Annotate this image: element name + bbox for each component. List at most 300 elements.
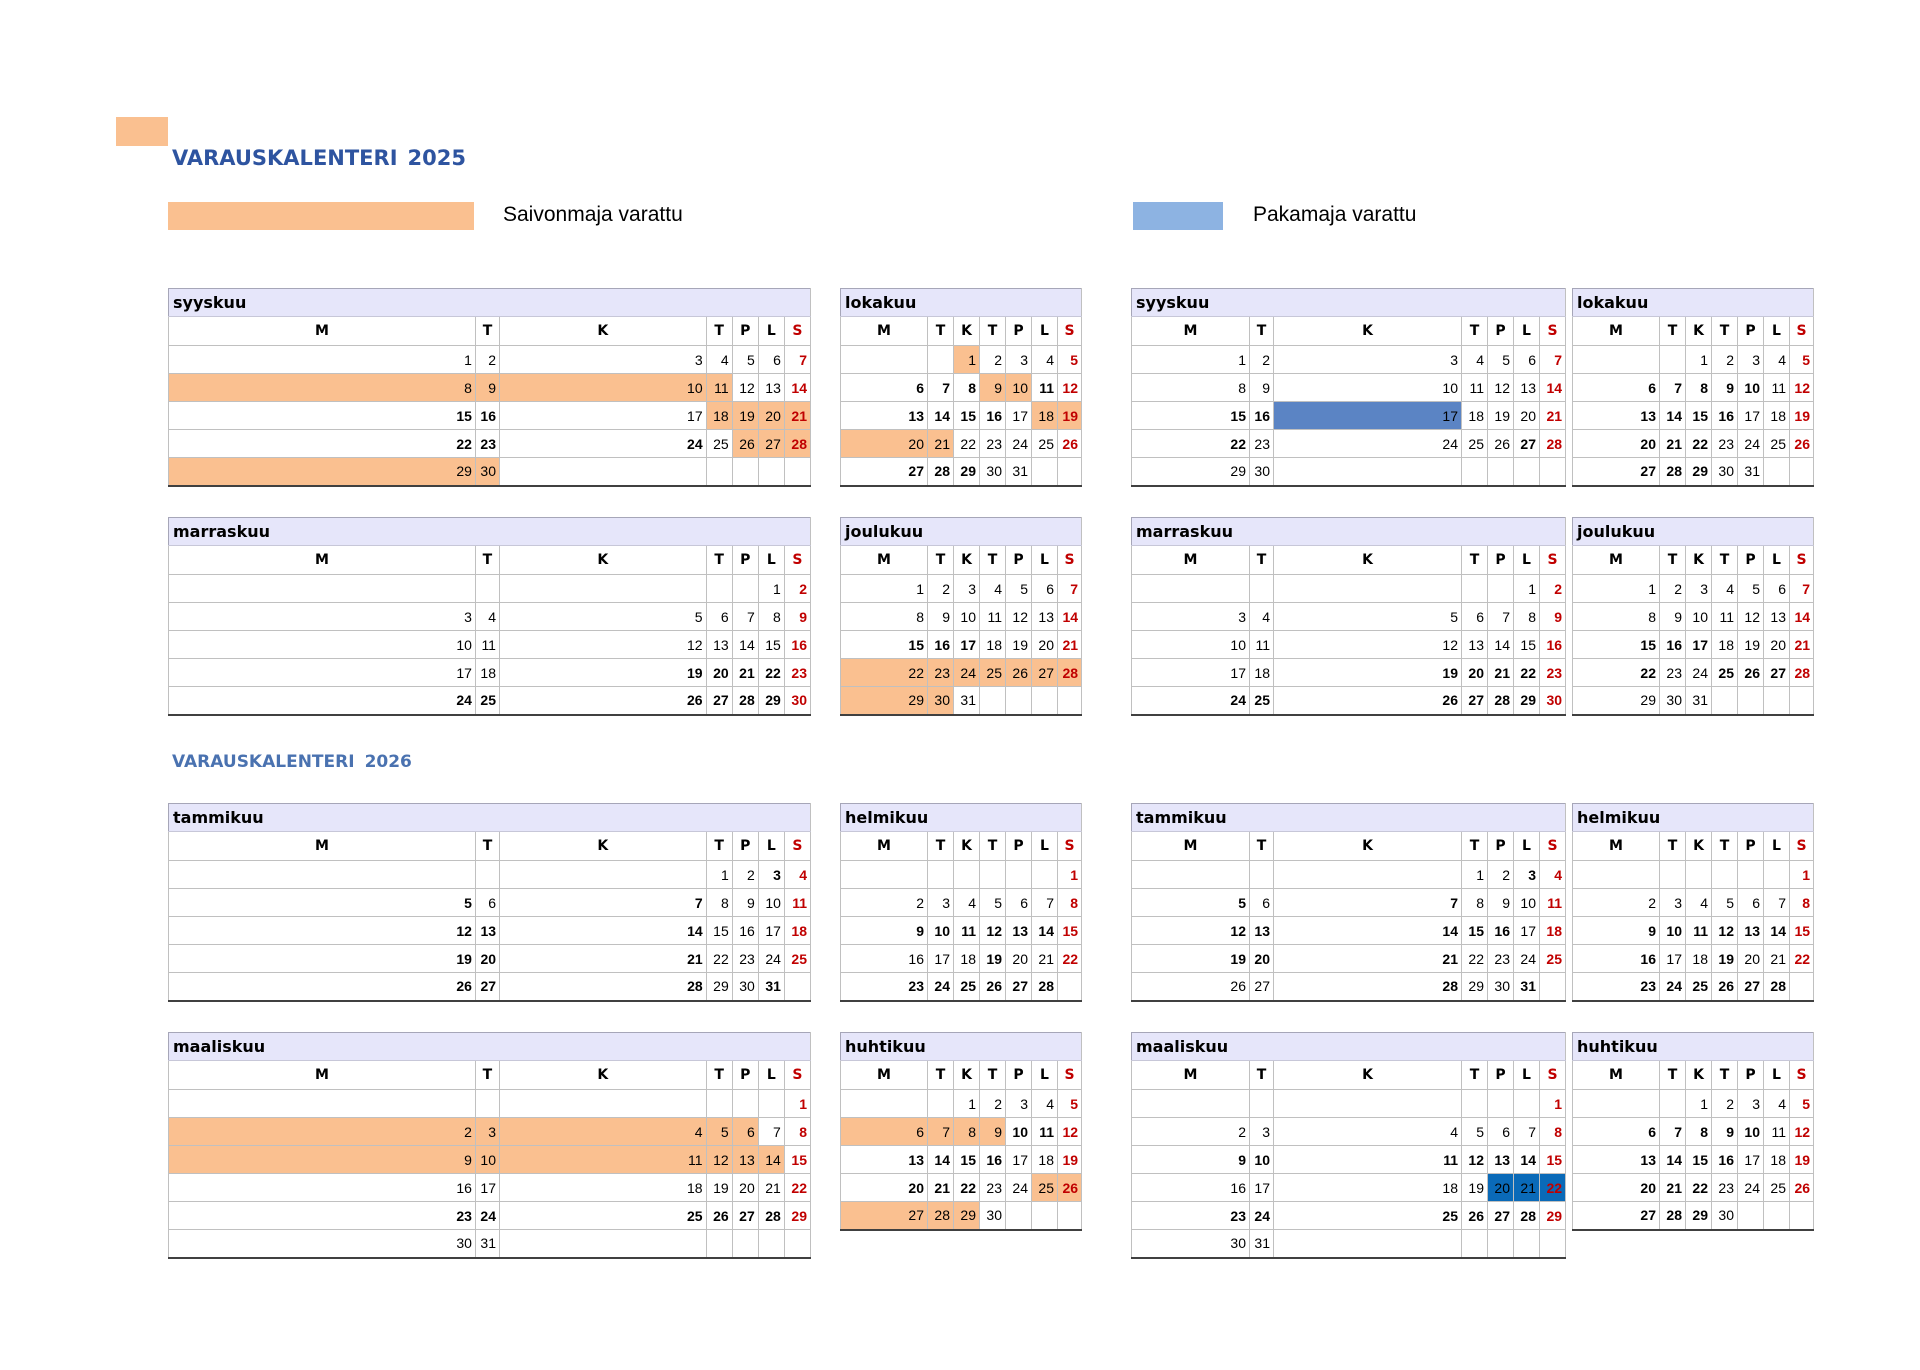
day-cell: 15 xyxy=(706,917,732,945)
day-cell: 17 xyxy=(1686,631,1712,659)
empty-cell xyxy=(758,458,784,486)
day-cell: 7 xyxy=(732,603,758,631)
day-cell: 12 xyxy=(499,631,706,659)
day-cell: 22 xyxy=(169,430,476,458)
day-cell: 14 xyxy=(1540,374,1566,402)
month-name: lokakuu xyxy=(841,289,1082,317)
weekday-header: P xyxy=(1006,546,1032,575)
day-cell: 13 xyxy=(706,631,732,659)
day-cell: 20 xyxy=(1764,631,1790,659)
weekday-header: P xyxy=(1738,1061,1764,1090)
day-cell: 12 xyxy=(169,917,476,945)
empty-cell xyxy=(1488,575,1514,603)
day-cell: 22 xyxy=(954,430,980,458)
weekday-header: T xyxy=(1250,317,1274,346)
day-cell: 19 xyxy=(1006,631,1032,659)
day-cell: 1 xyxy=(169,346,476,374)
empty-cell xyxy=(1738,1202,1764,1230)
day-cell: 4 xyxy=(1032,346,1058,374)
day-cell: 25 xyxy=(499,1202,706,1230)
day-cell: 5 xyxy=(1790,346,1814,374)
day-cell: 14 xyxy=(1790,603,1814,631)
day-cell: 14 xyxy=(1274,917,1462,945)
weekday-header: T xyxy=(475,546,499,575)
day-cell: 3 xyxy=(500,346,707,374)
day-cell: 26 xyxy=(169,973,476,1001)
day-cell: 17 xyxy=(1006,1146,1032,1174)
month-calendar xyxy=(1572,288,1812,487)
day-cell: 25 xyxy=(1274,1202,1462,1230)
day-cell: 6 xyxy=(1006,889,1032,917)
day-cell: 5 xyxy=(1462,1118,1488,1146)
day-cell: 18 xyxy=(706,402,732,430)
empty-cell xyxy=(1250,575,1274,603)
weekday-header: S xyxy=(1790,1061,1814,1090)
day-cell: 12 xyxy=(1738,603,1764,631)
day-cell: 23 xyxy=(928,659,954,687)
weekday-header: M xyxy=(169,317,476,346)
day-cell: 15 xyxy=(1790,917,1814,945)
legend-label-pakamaja: Pakamaja varattu xyxy=(1253,203,1417,226)
day-cell: 2 xyxy=(928,575,954,603)
day-cell: 25 xyxy=(1250,687,1274,715)
day-cell: 10 xyxy=(1006,374,1032,402)
day-cell: 11 xyxy=(1462,374,1488,402)
empty-cell xyxy=(1274,861,1462,889)
day-cell: 3 xyxy=(169,603,476,631)
weekday-header: M xyxy=(841,546,928,575)
day-cell: 7 xyxy=(928,374,954,402)
day-cell: 13 xyxy=(1738,917,1764,945)
day-cell: 3 xyxy=(1660,889,1686,917)
weekday-header: L xyxy=(1764,1061,1790,1090)
weekday-header: P xyxy=(1006,1061,1032,1090)
day-cell: 26 xyxy=(1738,659,1764,687)
day-cell: 4 xyxy=(784,861,810,889)
day-cell: 28 xyxy=(1274,973,1462,1001)
day-cell: 30 xyxy=(1540,687,1566,715)
empty-cell xyxy=(706,458,732,486)
day-cell: 13 xyxy=(1573,1146,1660,1174)
day-cell: 1 xyxy=(784,1090,810,1118)
day-cell: 15 xyxy=(954,402,980,430)
day-cell: 28 xyxy=(1058,659,1082,687)
day-cell: 18 xyxy=(980,631,1006,659)
day-cell: 3 xyxy=(1686,575,1712,603)
day-cell: 19 xyxy=(706,1174,732,1202)
day-cell: 10 xyxy=(1686,603,1712,631)
day-cell: 4 xyxy=(1764,346,1790,374)
weekday-header: P xyxy=(732,546,758,575)
day-cell: 18 xyxy=(1032,402,1058,430)
empty-cell xyxy=(1712,861,1738,889)
day-cell: 20 xyxy=(1032,631,1058,659)
weekday-header: T xyxy=(706,832,732,861)
day-cell: 7 xyxy=(1274,889,1462,917)
empty-cell xyxy=(169,861,476,889)
empty-cell xyxy=(841,346,928,374)
empty-cell xyxy=(758,1230,784,1258)
weekday-header: T xyxy=(1660,317,1686,346)
day-cell: 27 xyxy=(706,687,732,715)
day-cell: 30 xyxy=(1660,687,1686,715)
day-cell: 21 xyxy=(732,659,758,687)
day-cell: 17 xyxy=(928,945,954,973)
day-cell: 4 xyxy=(954,889,980,917)
day-cell: 25 xyxy=(1686,973,1712,1001)
day-cell: 11 xyxy=(1764,374,1790,402)
weekday-header: M xyxy=(1132,832,1250,861)
weekday-header: S xyxy=(1790,832,1814,861)
day-cell: 11 xyxy=(1250,631,1274,659)
day-cell: 23 xyxy=(732,945,758,973)
day-cell: 16 xyxy=(784,631,810,659)
empty-cell xyxy=(1462,1230,1488,1258)
month-name: helmikuu xyxy=(1573,804,1814,832)
day-cell: 23 xyxy=(980,430,1006,458)
day-cell: 19 xyxy=(1058,1146,1082,1174)
day-cell: 19 xyxy=(1274,659,1462,687)
day-cell: 11 xyxy=(1686,917,1712,945)
legend-swatch-pakamaja xyxy=(1133,202,1223,230)
day-cell: 18 xyxy=(784,917,810,945)
day-cell: 15 xyxy=(1686,402,1712,430)
weekday-header: K xyxy=(1274,317,1462,346)
day-cell: 11 xyxy=(980,603,1006,631)
day-cell: 31 xyxy=(1250,1230,1274,1258)
day-cell: 26 xyxy=(1006,659,1032,687)
corner-color-swatch xyxy=(116,117,168,146)
month-calendar xyxy=(1131,517,1563,716)
day-cell: 10 xyxy=(758,889,784,917)
day-cell: 31 xyxy=(1738,458,1764,486)
day-cell: 16 xyxy=(980,402,1006,430)
day-cell: 19 xyxy=(1790,1146,1814,1174)
day-cell: 3 xyxy=(1006,1090,1032,1118)
weekday-header: M xyxy=(1132,1061,1250,1090)
day-cell: 16 xyxy=(928,631,954,659)
day-cell: 11 xyxy=(784,889,810,917)
day-cell: 9 xyxy=(169,1146,476,1174)
day-cell: 23 xyxy=(169,1202,476,1230)
day-cell: 16 xyxy=(1540,631,1566,659)
day-cell: 21 xyxy=(1058,631,1082,659)
empty-cell xyxy=(169,1090,476,1118)
weekday-header: S xyxy=(1790,317,1814,346)
day-cell: 24 xyxy=(1738,1174,1764,1202)
weekday-header: K xyxy=(1274,832,1462,861)
day-cell: 17 xyxy=(1274,402,1462,430)
day-cell: 12 xyxy=(1712,917,1738,945)
weekday-header: K xyxy=(500,832,707,861)
weekday-header: K xyxy=(954,1061,980,1090)
day-cell: 24 xyxy=(928,973,954,1001)
day-cell: 3 xyxy=(1738,1090,1764,1118)
day-cell: 21 xyxy=(1790,631,1814,659)
weekday-header: P xyxy=(1006,317,1032,346)
day-cell: 22 xyxy=(1462,945,1488,973)
day-cell: 12 xyxy=(1132,917,1250,945)
day-cell: 20 xyxy=(732,1174,758,1202)
empty-cell xyxy=(500,458,707,486)
day-cell: 21 xyxy=(1660,430,1686,458)
day-cell: 20 xyxy=(1738,945,1764,973)
month-name: marraskuu xyxy=(169,518,811,546)
day-cell: 27 xyxy=(1573,1202,1660,1230)
day-cell: 31 xyxy=(1686,687,1712,715)
day-cell: 11 xyxy=(1274,1146,1462,1174)
day-cell: 18 xyxy=(1764,1146,1790,1174)
day-cell: 9 xyxy=(1540,603,1566,631)
day-cell: 3 xyxy=(928,889,954,917)
day-cell: 25 xyxy=(1764,1174,1790,1202)
day-cell: 12 xyxy=(1488,374,1514,402)
day-cell: 4 xyxy=(1032,1090,1058,1118)
day-cell: 21 xyxy=(1274,945,1462,973)
day-cell: 2 xyxy=(1712,1090,1738,1118)
weekday-header: M xyxy=(1132,317,1250,346)
day-cell: 2 xyxy=(1573,889,1660,917)
page-title-2026: VARAUSKALENTERI 2026 xyxy=(172,752,412,772)
day-cell: 26 xyxy=(732,430,758,458)
weekday-header: T xyxy=(475,317,499,346)
weekday-header: L xyxy=(758,546,784,575)
weekday-header: K xyxy=(1274,1061,1462,1090)
month-calendar xyxy=(1131,288,1563,487)
day-cell: 23 xyxy=(784,659,810,687)
empty-cell xyxy=(706,1230,732,1258)
day-cell: 15 xyxy=(954,1146,980,1174)
day-cell: 13 xyxy=(841,402,928,430)
day-cell: 16 xyxy=(980,1146,1006,1174)
day-cell: 3 xyxy=(1514,861,1540,889)
day-cell: 9 xyxy=(784,603,810,631)
day-cell: 3 xyxy=(1250,1118,1274,1146)
day-cell: 28 xyxy=(928,458,954,486)
day-cell: 4 xyxy=(1462,346,1488,374)
weekday-header: P xyxy=(732,832,758,861)
empty-cell xyxy=(1006,687,1032,715)
empty-cell xyxy=(475,861,499,889)
weekday-header: T xyxy=(1462,832,1488,861)
weekday-header: P xyxy=(1488,1061,1514,1090)
day-cell: 6 xyxy=(1462,603,1488,631)
day-cell: 21 xyxy=(1540,402,1566,430)
empty-cell xyxy=(1573,861,1660,889)
day-cell: 8 xyxy=(169,374,476,402)
day-cell: 29 xyxy=(758,687,784,715)
weekday-header: M xyxy=(841,317,928,346)
day-cell: 23 xyxy=(1573,973,1660,1001)
day-cell: 25 xyxy=(954,973,980,1001)
empty-cell xyxy=(1462,1090,1488,1118)
day-cell: 11 xyxy=(1712,603,1738,631)
day-cell: 15 xyxy=(1462,917,1488,945)
day-cell: 8 xyxy=(1132,374,1250,402)
empty-cell xyxy=(784,458,810,486)
month-name: marraskuu xyxy=(1132,518,1566,546)
day-cell: 19 xyxy=(1790,402,1814,430)
day-cell: 2 xyxy=(1132,1118,1250,1146)
day-cell: 1 xyxy=(841,575,928,603)
day-cell: 28 xyxy=(1660,1202,1686,1230)
weekday-header: M xyxy=(169,832,476,861)
day-cell: 6 xyxy=(841,374,928,402)
day-cell: 5 xyxy=(1712,889,1738,917)
weekday-header: T xyxy=(1660,546,1686,575)
empty-cell xyxy=(1573,346,1660,374)
day-cell: 4 xyxy=(1540,861,1566,889)
day-cell: 29 xyxy=(784,1202,810,1230)
day-cell: 13 xyxy=(1462,631,1488,659)
day-cell: 24 xyxy=(1006,430,1032,458)
day-cell: 4 xyxy=(1712,575,1738,603)
empty-cell xyxy=(841,1090,928,1118)
weekday-header: M xyxy=(1573,832,1660,861)
day-cell: 22 xyxy=(784,1174,810,1202)
day-cell: 18 xyxy=(1274,1174,1462,1202)
day-cell: 23 xyxy=(1660,659,1686,687)
day-cell: 14 xyxy=(1764,917,1790,945)
day-cell: 3 xyxy=(1738,346,1764,374)
day-cell: 22 xyxy=(1058,945,1082,973)
day-cell: 1 xyxy=(758,575,784,603)
weekday-header: P xyxy=(1488,317,1514,346)
weekday-header: M xyxy=(1132,546,1250,575)
day-cell: 26 xyxy=(1274,687,1462,715)
day-cell: 29 xyxy=(954,458,980,486)
day-cell: 8 xyxy=(1058,889,1082,917)
empty-cell xyxy=(928,346,954,374)
weekday-header: T xyxy=(706,317,732,346)
day-cell: 7 xyxy=(1514,1118,1540,1146)
weekday-header: T xyxy=(928,317,954,346)
day-cell: 27 xyxy=(1462,687,1488,715)
day-cell: 19 xyxy=(1132,945,1250,973)
empty-cell xyxy=(1488,458,1514,486)
weekday-header: S xyxy=(784,1061,810,1090)
day-cell: 11 xyxy=(1764,1118,1790,1146)
day-cell: 12 xyxy=(1274,631,1462,659)
weekday-header: S xyxy=(784,546,810,575)
day-cell: 22 xyxy=(1686,1174,1712,1202)
day-cell: 14 xyxy=(784,374,810,402)
weekday-header: M xyxy=(1573,546,1660,575)
day-cell: 18 xyxy=(1032,1146,1058,1174)
empty-cell xyxy=(1032,687,1058,715)
day-cell: 25 xyxy=(980,659,1006,687)
day-cell: 11 xyxy=(954,917,980,945)
empty-cell xyxy=(1132,575,1250,603)
day-cell: 29 xyxy=(169,458,476,486)
empty-cell xyxy=(1058,973,1082,1001)
day-cell: 27 xyxy=(1764,659,1790,687)
day-cell: 26 xyxy=(1058,1174,1082,1202)
day-cell: 16 xyxy=(1573,945,1660,973)
day-cell: 2 xyxy=(732,861,758,889)
weekday-header: T xyxy=(475,1061,499,1090)
day-cell: 26 xyxy=(1462,1202,1488,1230)
empty-cell xyxy=(1660,1090,1686,1118)
weekday-header: T xyxy=(980,832,1006,861)
empty-cell xyxy=(1462,575,1488,603)
month-calendar xyxy=(168,288,811,487)
weekday-header: L xyxy=(1514,546,1540,575)
day-cell: 6 xyxy=(706,603,732,631)
day-cell: 20 xyxy=(475,945,499,973)
weekday-header: P xyxy=(1738,832,1764,861)
legend-swatch-saivonmaja xyxy=(168,202,474,230)
day-cell: 2 xyxy=(980,1090,1006,1118)
day-cell: 8 xyxy=(1790,889,1814,917)
day-cell: 13 xyxy=(1573,402,1660,430)
empty-cell xyxy=(1790,973,1814,1001)
day-cell: 29 xyxy=(1132,458,1250,486)
empty-cell xyxy=(1006,1202,1032,1230)
day-cell: 6 xyxy=(1250,889,1274,917)
day-cell: 24 xyxy=(954,659,980,687)
day-cell: 20 xyxy=(706,659,732,687)
weekday-header: K xyxy=(954,832,980,861)
day-cell: 27 xyxy=(1738,973,1764,1001)
day-cell: 12 xyxy=(980,917,1006,945)
day-cell: 1 xyxy=(954,346,980,374)
month-calendar xyxy=(840,517,1081,716)
empty-cell xyxy=(1660,861,1686,889)
day-cell: 1 xyxy=(1686,346,1712,374)
weekday-header: T xyxy=(475,832,499,861)
day-cell: 18 xyxy=(1462,402,1488,430)
weekday-header: T xyxy=(1712,317,1738,346)
day-cell: 24 xyxy=(1660,973,1686,1001)
day-cell: 1 xyxy=(1132,346,1250,374)
day-cell: 16 xyxy=(1660,631,1686,659)
day-cell: 14 xyxy=(1032,917,1058,945)
day-cell: 22 xyxy=(1686,430,1712,458)
day-cell: 13 xyxy=(1488,1146,1514,1174)
day-cell: 11 xyxy=(1032,1118,1058,1146)
day-cell: 8 xyxy=(1686,374,1712,402)
month-name: huhtikuu xyxy=(1573,1033,1814,1061)
day-cell: 8 xyxy=(784,1118,810,1146)
weekday-header: T xyxy=(1660,1061,1686,1090)
day-cell: 15 xyxy=(841,631,928,659)
day-cell: 30 xyxy=(1488,973,1514,1001)
weekday-header: T xyxy=(1462,1061,1488,1090)
empty-cell xyxy=(980,687,1006,715)
empty-cell xyxy=(1462,458,1488,486)
day-cell: 13 xyxy=(1250,917,1274,945)
weekday-header: P xyxy=(1006,832,1032,861)
empty-cell xyxy=(1058,458,1082,486)
weekday-header: M xyxy=(1573,317,1660,346)
day-cell: 9 xyxy=(732,889,758,917)
weekday-header: K xyxy=(1274,546,1462,575)
day-cell: 24 xyxy=(1250,1202,1274,1230)
day-cell: 28 xyxy=(1764,973,1790,1001)
weekday-header: L xyxy=(1032,317,1058,346)
month-calendar xyxy=(1131,803,1562,1002)
day-cell: 18 xyxy=(1764,402,1790,430)
day-cell: 5 xyxy=(1006,575,1032,603)
empty-cell xyxy=(758,1090,784,1118)
empty-cell xyxy=(1738,861,1764,889)
day-cell: 30 xyxy=(928,687,954,715)
day-cell: 1 xyxy=(1514,575,1540,603)
weekday-header: T xyxy=(1712,1061,1738,1090)
day-cell: 6 xyxy=(1764,575,1790,603)
day-cell: 15 xyxy=(1058,917,1082,945)
